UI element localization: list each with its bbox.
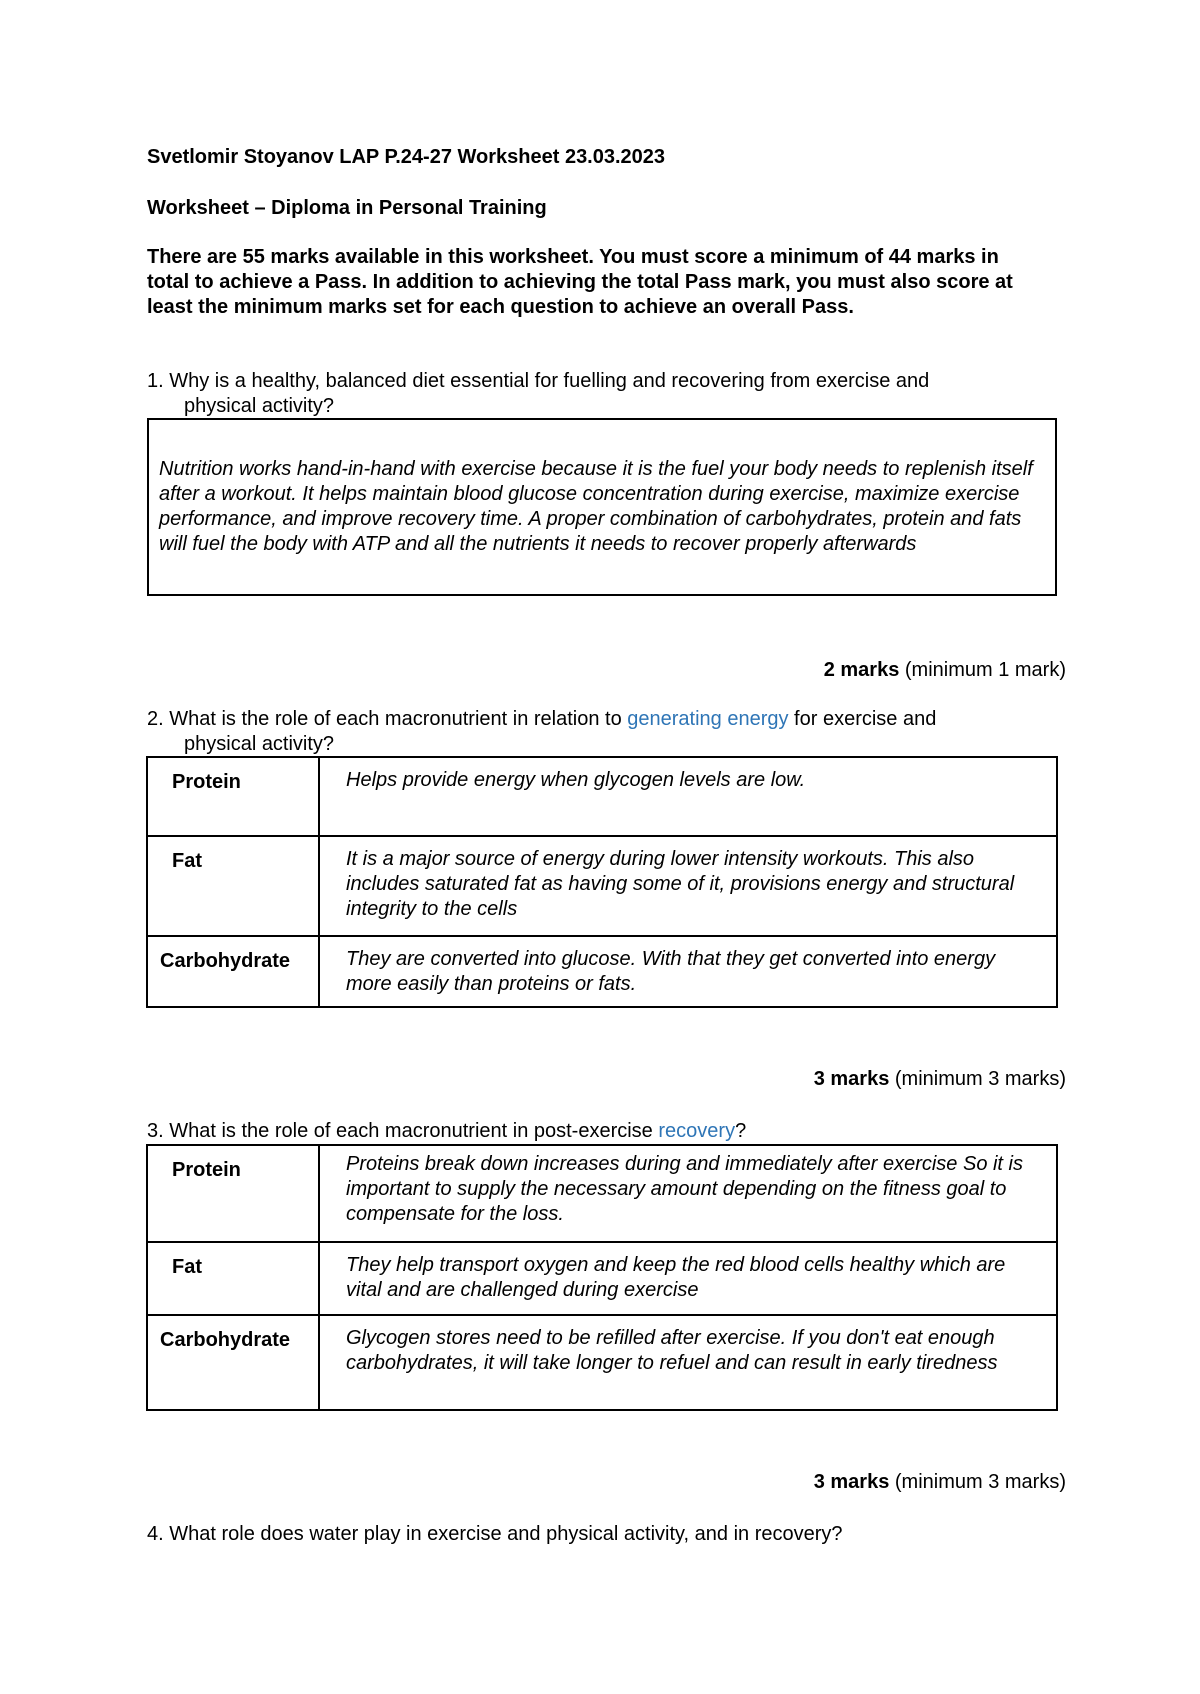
row-answer[interactable]: They help transport oxygen and keep the red blood cells healthy which are vital and are challenged during exercise (319, 1242, 1057, 1315)
row-answer[interactable]: They are converted into glucose. With that they get converted into energy more easily than proteins or fats. (319, 936, 1057, 1007)
question-3-number: 3. (147, 1120, 164, 1142)
table-row (147, 1145, 1057, 1242)
question-2-number: 2. (147, 708, 164, 730)
row-label: Fat (147, 836, 319, 936)
macronutrient-energy-table (146, 756, 1058, 1008)
marks-value: 3 marks (813, 1068, 890, 1090)
worksheet-intro: There are 55 marks available in this worksheet. You must score a minimum of 44 marks in total to achieve a Pass. In addition to achieving the total Pass mark, you must also score at least the minimum marks set for each question to achieve an overall Pass. (147, 246, 1013, 318)
worksheet-subtitle: Worksheet – Diploma in Personal Training (147, 197, 547, 219)
question-3-highlight: recovery (658, 1120, 736, 1142)
macronutrient-recovery-table (146, 1144, 1058, 1411)
marks-value: 2 marks (823, 659, 900, 681)
row-answer[interactable]: Glycogen stores need to be refilled after exercise. If you don't eat enough carbohydrates, it will take longer to refuel and can result in early tiredness (319, 1315, 1057, 1410)
question-3-text: What is the role of each macronutrient in post-exercise (169, 1120, 659, 1142)
question-2-highlight: generating energy (627, 708, 789, 730)
answer-box-1[interactable] (147, 418, 1057, 596)
row-answer[interactable]: Helps provide energy when glycogen levels are low. (319, 757, 1057, 836)
marks-minimum: (minimum 3 marks) (889, 1068, 1066, 1090)
table-row (147, 1315, 1057, 1410)
table-row (147, 936, 1057, 1007)
marks-value: 3 marks (813, 1471, 890, 1493)
marks-minimum: (minimum 1 mark) (899, 659, 1066, 681)
question-1-text-continued: physical activity? (184, 395, 335, 417)
question-2-text: What is the role of each macronutrient in relation to (169, 708, 628, 730)
row-label: Carbohydrate (147, 936, 319, 1007)
table-row (147, 836, 1057, 936)
table-row (147, 1242, 1057, 1315)
question-4-number: 4. (147, 1523, 164, 1545)
question-1-number: 1. (147, 370, 164, 392)
answer-1-text: Nutrition works hand-in-hand with exercise because it is the fuel your body needs to replenish itself after a workout. It helps maintain blood glucose concentration during exercise, maximize exercise performance, and improve recovery time. A proper combination of carbohydrates, protein and fats will fuel the body with ATP and all the nutrients it needs to recover properly afterwards (159, 458, 1033, 555)
question-2-text-continued: physical activity? (184, 733, 335, 755)
question-1-marks (824, 658, 1066, 683)
question-2 (147, 707, 1047, 757)
row-label: Fat (147, 1242, 319, 1315)
row-answer[interactable]: Proteins break down increases during and immediately after exercise So it is important to supply the necessary amount depending on the fitness goal to compensate for the loss. (319, 1145, 1057, 1242)
table-row (147, 757, 1057, 836)
row-label: Carbohydrate (147, 1315, 319, 1410)
row-label: Protein (147, 757, 319, 836)
question-2-text-end: for exercise and (788, 708, 937, 730)
question-3 (147, 1119, 1047, 1144)
marks-minimum: (minimum 3 marks) (889, 1471, 1066, 1493)
row-label: Protein (147, 1145, 319, 1242)
question-2-marks (814, 1067, 1066, 1092)
question-3-marks (814, 1470, 1066, 1495)
question-1-text: Why is a healthy, balanced diet essential for fuelling and recovering from exercise and (169, 370, 930, 392)
row-answer[interactable]: It is a major source of energy during lower intensity workouts. This also includes saturated fat as having some of it, provisions energy and structural integrity to the cells (319, 836, 1057, 936)
question-4-text: What role does water play in exercise and physical activity, and in recovery? (169, 1523, 843, 1545)
question-1 (147, 369, 1047, 419)
document-title: Svetlomir Stoyanov LAP P.24-27 Worksheet 23.03.2023 (147, 146, 666, 168)
question-4 (147, 1522, 1047, 1547)
question-3-text-end: ? (735, 1120, 747, 1142)
